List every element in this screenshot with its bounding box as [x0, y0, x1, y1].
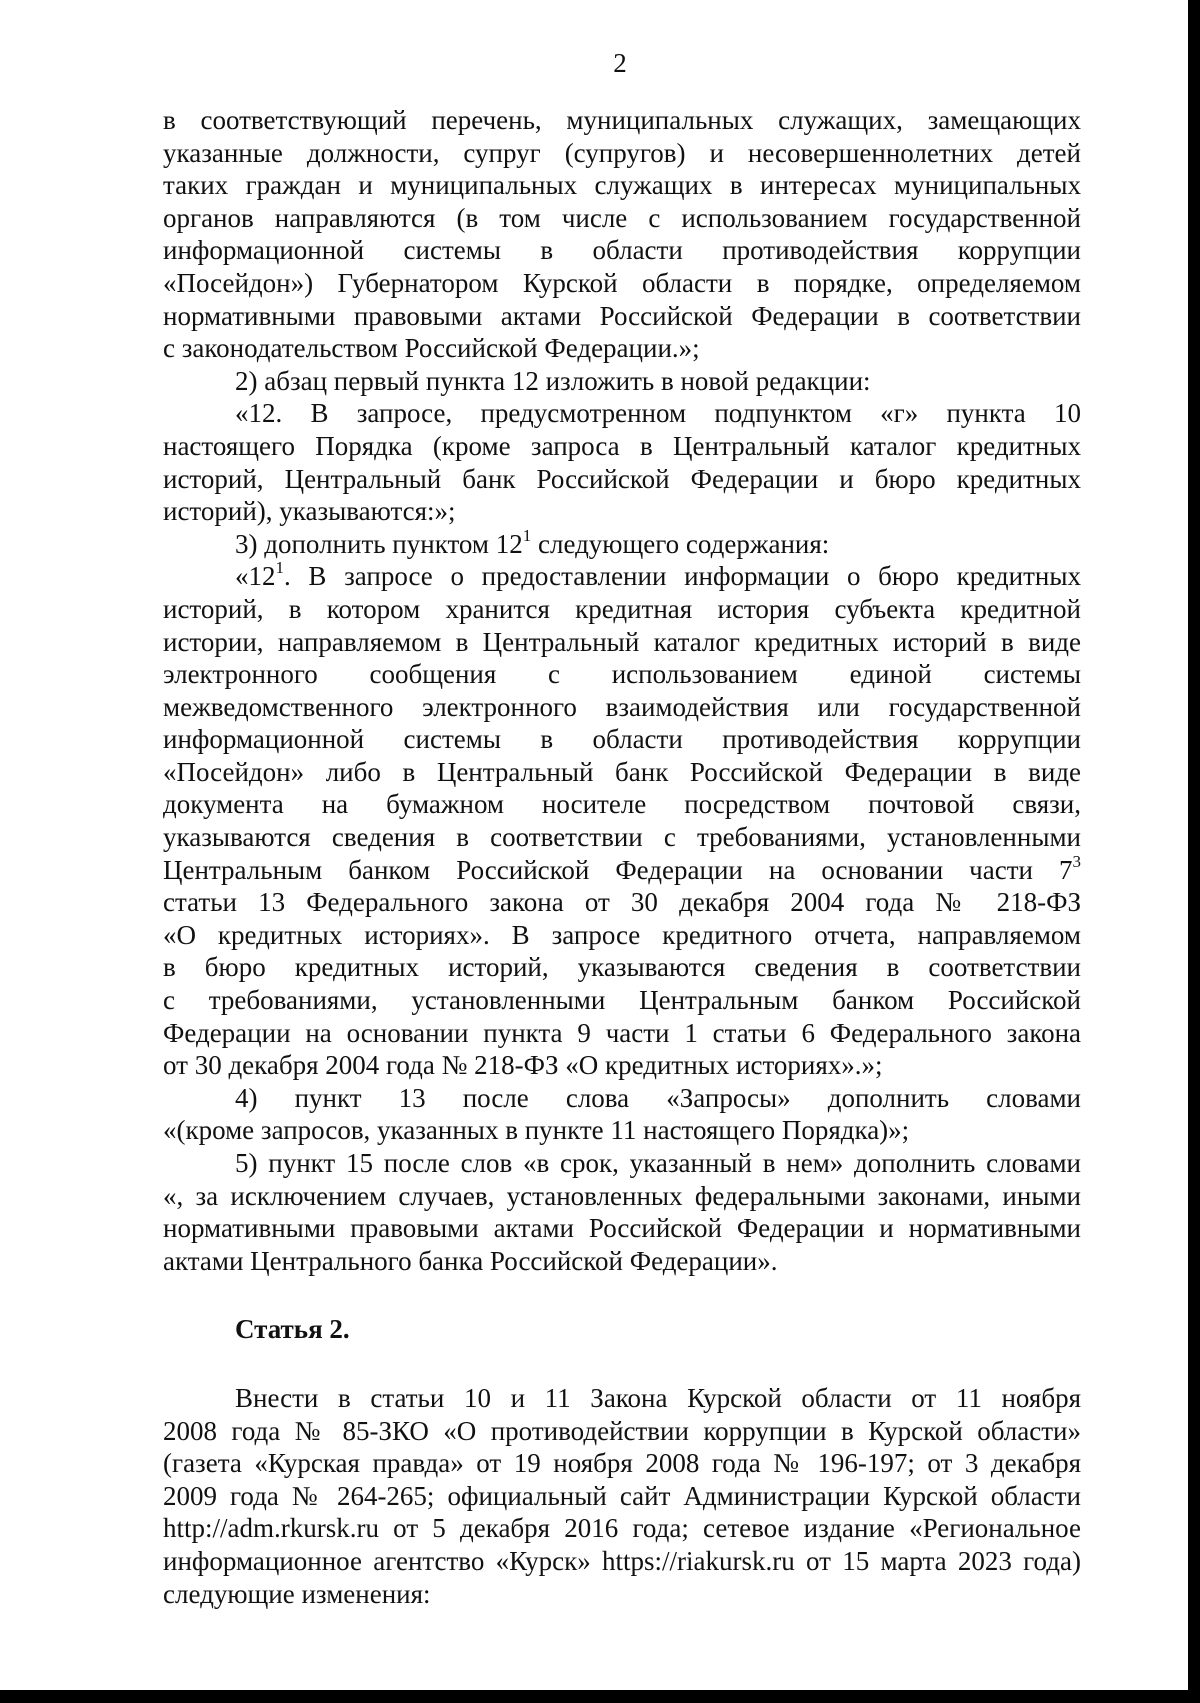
- text-line: от 30 декабря 2004 года № 218-ФЗ «О кредитных историях».»;: [163, 1050, 883, 1081]
- text-line: с законодательством Российской Федерации.»;: [163, 333, 700, 364]
- text-line: 2009 года № 264-265; официальный сайт Администрации Курской области: [163, 1480, 1081, 1511]
- page-number: 2: [613, 48, 627, 78]
- superscript: 3: [1072, 851, 1081, 871]
- text-line: межведомственного электронного взаимодействия или государственной: [163, 691, 1081, 722]
- text-line: настоящего Порядка (кроме запроса в Центральный каталог кредитных: [163, 430, 1081, 461]
- text-line: указанные должности, супруг (супругов) и несовершеннолетних детей: [163, 137, 1081, 168]
- text-fragment: Центральным банком Российской Федерации на основании части 7: [163, 854, 1073, 885]
- text-line: [163, 851, 1081, 887]
- text-line: информационное агентство «Курск» https://riakursk.ru от 15 марта 2023 года): [163, 1545, 1081, 1576]
- text-line: органов направляются (в том числе с использованием государственной: [163, 202, 1081, 233]
- text-line: документа на бумажном носителе посредством почтовой связи,: [163, 789, 1081, 820]
- text-line: в соответствующий перечень, муниципальных служащих, замещающих: [163, 105, 1081, 135]
- text-line: информационной системы в области противодействия коррупции: [163, 235, 1081, 266]
- scan-border-bottom: [0, 1690, 1200, 1703]
- text-line: в бюро кредитных историй, указываются сведения в соответствии: [163, 952, 1081, 983]
- text-line: http://adm.rkursk.ru от 5 декабря 2016 года; сетевое издание «Региональное: [163, 1513, 1081, 1544]
- text-line: историй, Центральный банк Российской Федерации и бюро кредитных: [163, 463, 1081, 494]
- spacer: [163, 1346, 1081, 1382]
- text-line: «(кроме запросов, указанных в пункте 11 настоящего Порядка)»;: [163, 1115, 910, 1146]
- text-line: [163, 560, 1081, 593]
- text-line: нормативными правовыми актами Российской Федерации в соответствии: [163, 300, 1081, 331]
- superscript: 1: [522, 525, 532, 545]
- text-line: с требованиями, установленными Центральным банком Российской: [163, 985, 1081, 1016]
- text-line: «О кредитных историях». В запросе кредитного отчета, направляемом: [163, 919, 1081, 950]
- document-body: [163, 104, 1081, 1610]
- text-line: информационной системы в области противодействия коррупции: [163, 724, 1081, 755]
- text-line: 2008 года № 85-ЗКО «О противодействии коррупции в Курской области»: [163, 1415, 1081, 1446]
- text-line: истории, направляемом в Центральный каталог кредитных историй в виде: [163, 626, 1081, 657]
- text-line: «Посейдон») Губернатором Курской области в порядке, определяемом: [163, 267, 1081, 298]
- text-fragment: следующего содержания:: [531, 528, 830, 559]
- text-line: «Посейдон» либо в Центральный банк Российской Федерации в виде: [163, 756, 1081, 787]
- text-fragment: 3) дополнить пунктом 12: [235, 528, 523, 559]
- text-line: 2) абзац первый пункта 12 изложить в новой редакции:: [235, 365, 871, 396]
- article-heading: Статья 2.: [235, 1314, 350, 1345]
- text-line: указываются сведения в соответствии с требованиями, установленными: [163, 822, 1081, 853]
- text-line: электронного сообщения с использованием единой системы: [163, 659, 1081, 690]
- text-line: [163, 525, 1081, 561]
- text-line: Федерации на основании пункта 9 части 1 статьи 6 Федерального закона: [163, 1017, 1081, 1048]
- text-line: «, за исключением случаев, установленных федеральными законами, иными: [163, 1180, 1081, 1211]
- text-fragment: . В запросе о предоставлении информации о бюро кредитных: [284, 561, 1081, 592]
- superscript: 1: [275, 558, 284, 578]
- text-line: историй, в котором хранится кредитная история субъекта кредитной: [163, 593, 1081, 624]
- text-line: Внести в статьи 10 и 11 Закона Курской области от 11 ноября: [235, 1382, 1081, 1413]
- text-line: историй), указываются:»;: [163, 496, 456, 527]
- text-line: (газета «Курская правда» от 19 ноября 2008 года № 196-197; от 3 декабря: [163, 1448, 1081, 1479]
- text-line: 4) пункт 13 после слова «Запросы» дополнить словами: [235, 1082, 1081, 1113]
- text-line: 5) пункт 15 после слов «в срок, указанный в нем» дополнить словами: [235, 1148, 1081, 1178]
- text-line: следующие изменения:: [163, 1578, 431, 1609]
- text-line: статьи 13 Федерального закона от 30 декабря 2004 года № 218-ФЗ: [163, 887, 1081, 918]
- scan-border-right: [1188, 0, 1200, 1703]
- text-line: актами Центрального банка Российской Федерации».: [163, 1245, 778, 1276]
- text-line: таких граждан и муниципальных служащих в интересах муниципальных: [163, 170, 1081, 201]
- text-line: нормативными правовыми актами Российской Федерации и нормативными: [163, 1213, 1081, 1244]
- text-fragment: «12: [235, 561, 276, 592]
- spacer: [163, 1277, 1081, 1313]
- text-line: «12. В запросе, предусмотренном подпунктом «г» пункта 10: [235, 398, 1081, 429]
